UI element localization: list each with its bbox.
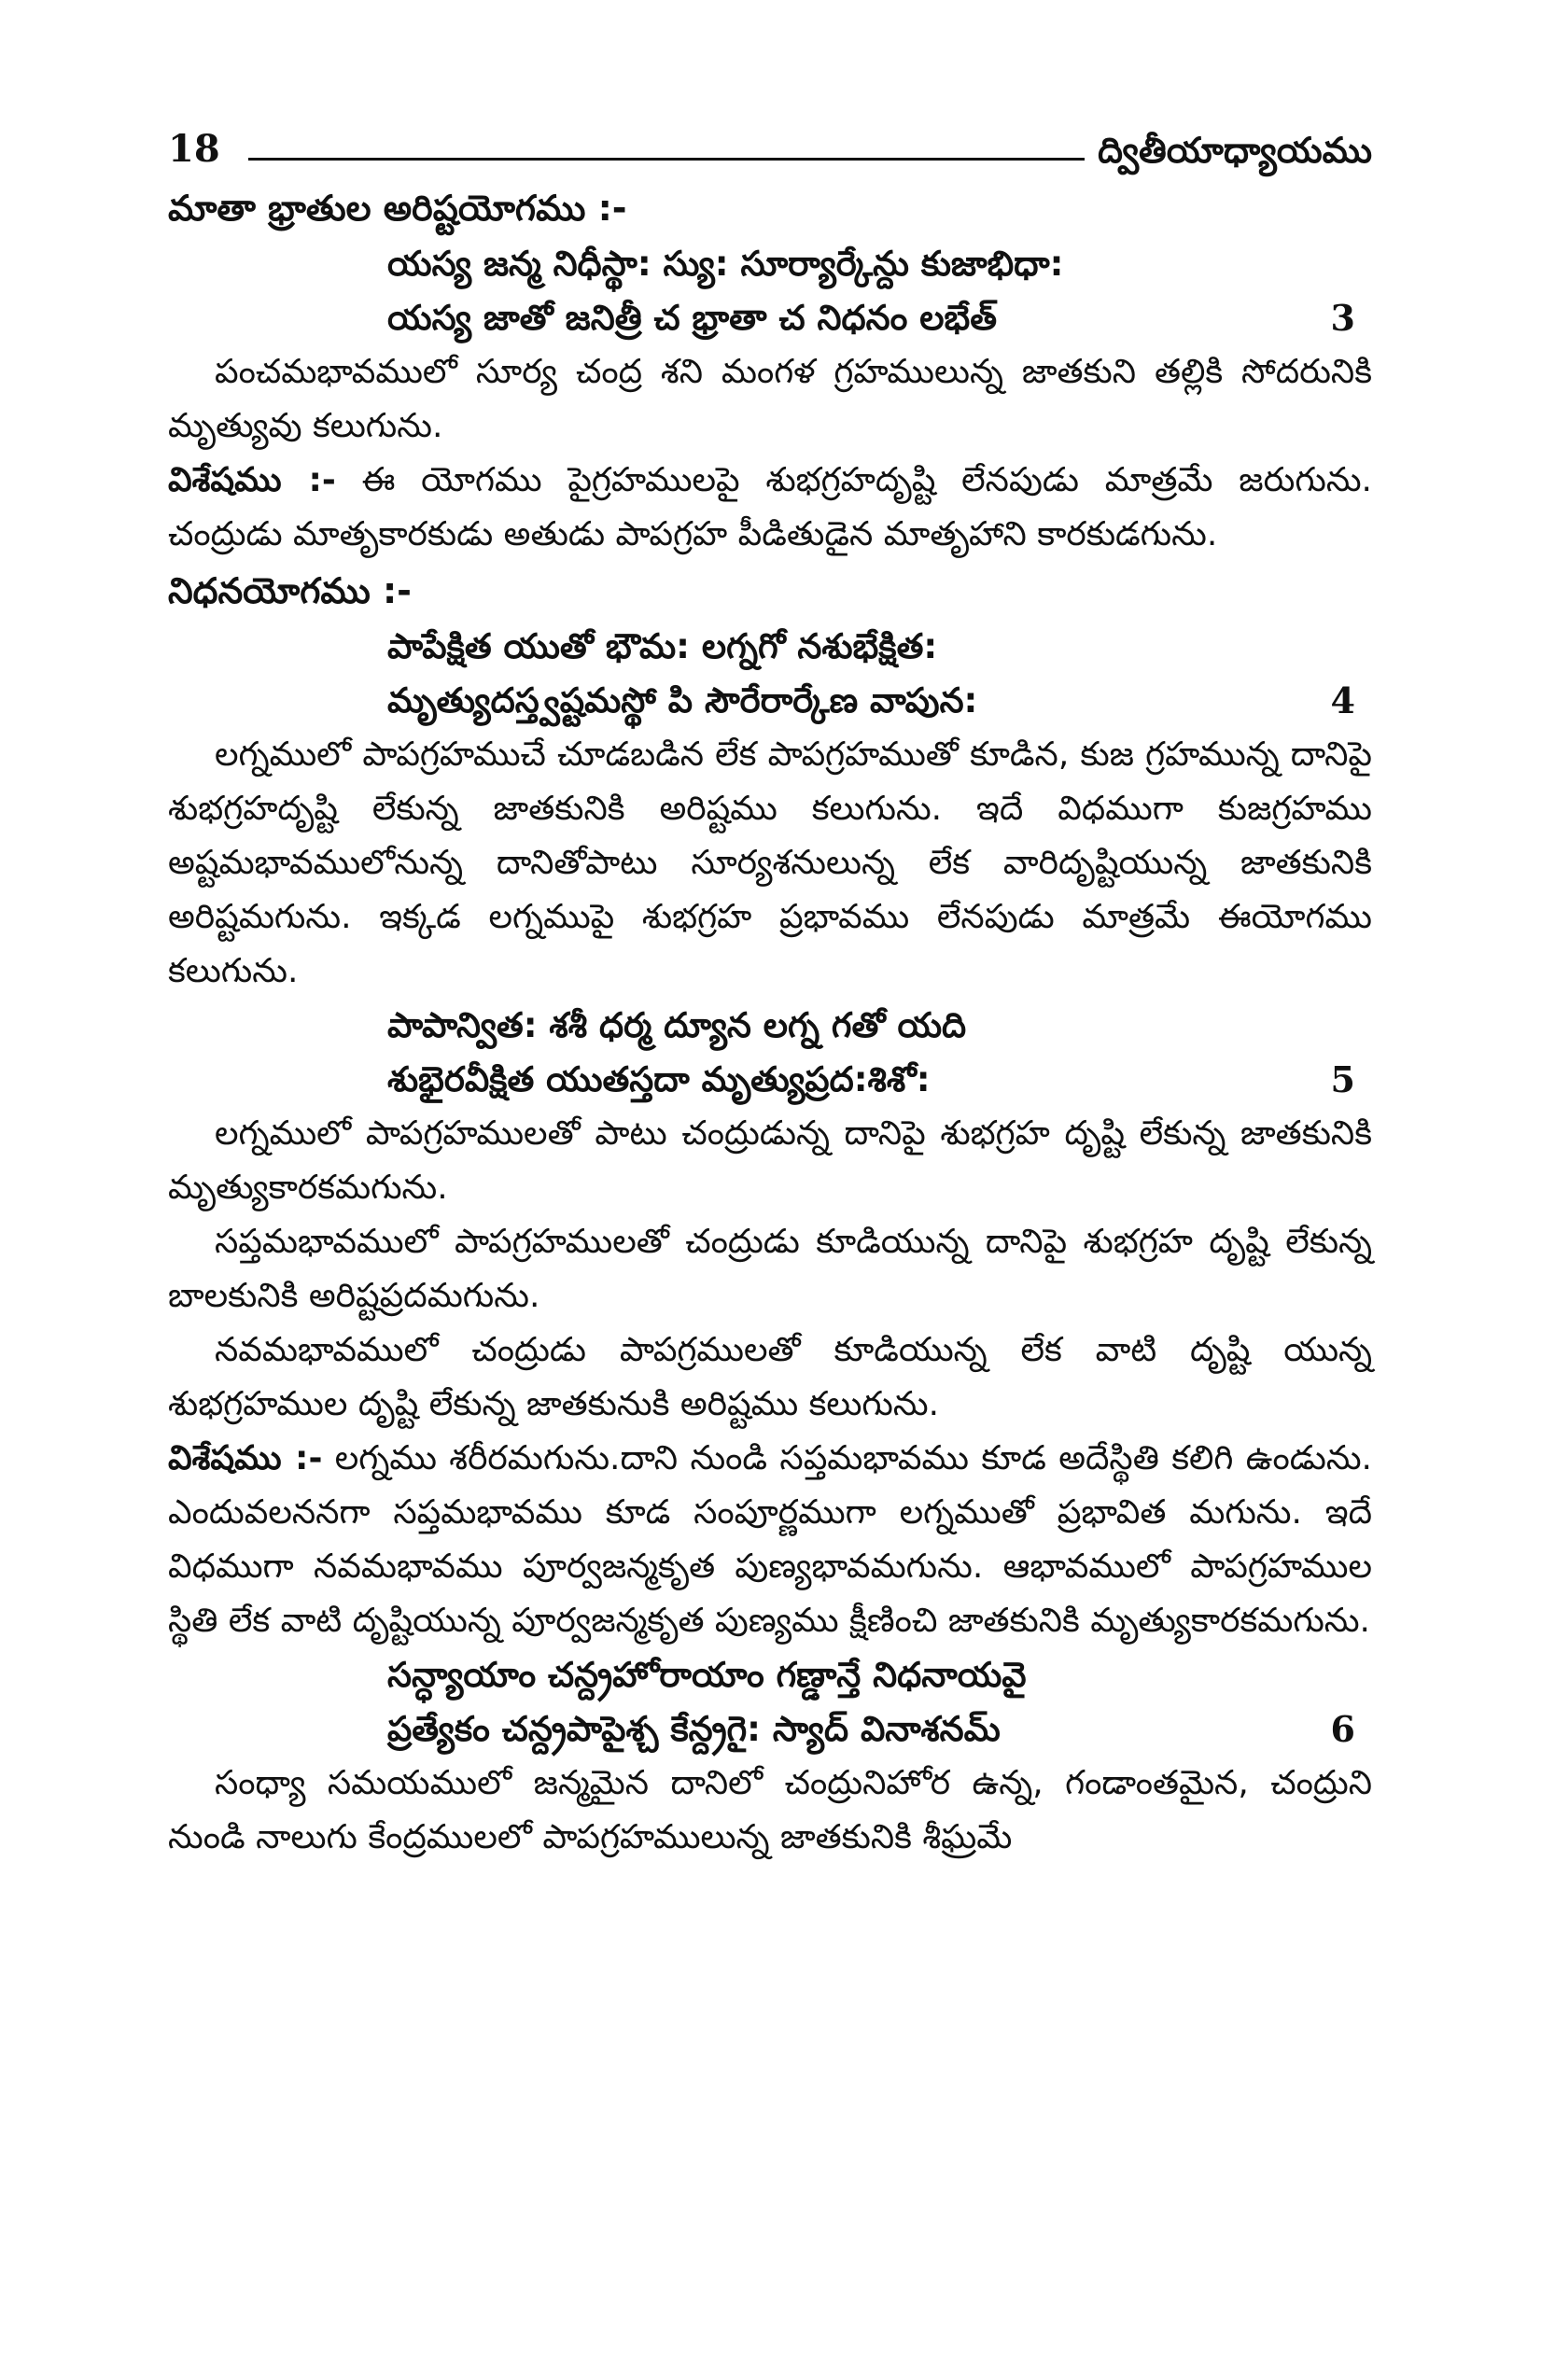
verse [168, 999, 1372, 1107]
verse-line: మృత్యుదస్త్వష్టమస్థో పి సౌరేరార్కేణ వాపున: [387, 680, 978, 721]
running-title: ద్వితీయాధ్యాయము [1098, 130, 1372, 171]
verse-line: యస్య జాతో జనిత్రీ చ భ్రాతా చ నిధనం లభేత్ [387, 298, 997, 338]
verse-line: ప్రత్యేకం చన్ద్రపాపైశ్చ కేన్ద్రగై: స్యాద్ వినాశనమ్ [387, 1709, 1001, 1749]
paragraph [168, 1432, 1372, 1648]
verse [168, 1648, 1372, 1757]
verse-number: 6 [1330, 1708, 1355, 1750]
verse-line: శుభైరవీక్షిత యుతస్తదా మృత్యుప్రద:శిశో: [387, 1059, 931, 1099]
paragraph-lead: విశేషము :- [168, 461, 336, 499]
paragraph: పంచమభావములో సూర్య చంద్ర శని మంగళ గ్రహములున్న జాతకుని తల్లికి సోదరునికి మృత్యువు కలుగును. [168, 353, 1372, 445]
paragraph: లగ్నములో పాపగ్రహముచే చూడబడిన లేక పాపగ్రహముతో కూడిన, కుజ గ్రహమున్న దానిపై శుభగ్రహదృష్టి లేకున్న జాతకునికి అరిష్టము కలుగును. ఇదే విధముగా కుజగ్రహము అష్టమభావములోనున్న దానితోపాటు సూర్యశనులున్న లేక వారిదృష్టియున్న జాతకునికి అరిష్టమగును. ఇక్కడ లగ్నముపై శుభగ్రహ ప్రభావము లేనపుడు మాత్రమే ఈయోగము కలుగును. [168, 735, 1372, 990]
paragraph: లగ్నములో పాపగ్రహములతో పాటు చంద్రుడున్న దానిపై శుభగ్రహ దృష్టి లేకున్న జాతకునికి మృత్యుకారకమగును. [168, 1114, 1372, 1207]
verse-line: పాపాన్విత: శశీ ధర్మ ద్యూన లగ్న గతో యది [387, 1005, 967, 1045]
verse-number: 5 [1330, 1058, 1355, 1100]
verse-number: 3 [1330, 297, 1355, 339]
section-heading: నిధనయోగము :- [168, 570, 412, 611]
verse [168, 620, 1372, 728]
paragraph-text: ఈ యోగము పైగ్రహములపై శుభగ్రహదృష్టి లేనపుడు మాత్రమే జరుగును. చంద్రుడు మాతృకారకుడు అతుడు పాపగ్రహ పీడితుడైన మాతృహాని కారకుడగును. [168, 461, 1372, 553]
verse-number: 4 [1330, 679, 1355, 721]
paragraph: సంధ్యా సమయములో జన్మమైన దానిలో చంద్రునిహోర ఉన్న, గండాంతమైన, చంద్రుని నుండి నాలుగు కేంద్రములలో పాపగ్రహములున్న జాతకునికి శీఘ్రమే [168, 1764, 1372, 1856]
book-page [168, 112, 1372, 1865]
paragraph-lead: విశేషము :- [168, 1439, 323, 1477]
paragraph [168, 454, 1372, 562]
header-rule [248, 158, 1085, 161]
page-header [168, 112, 1372, 171]
verse-line: సన్ధ్యాయాం చన్ద్రహోరాయాం గణ్డాన్తే నిధనాయవై [387, 1655, 1027, 1695]
paragraph: సప్తమభావములో పాపగ్రహములతో చంద్రుడు కూడియున్న దానిపై శుభగ్రహ దృష్టి లేకున్న బాలకునికి అరిష్టప్రదమగును. [168, 1223, 1372, 1315]
section-heading: మాతా భ్రాతుల అరిష్టయోగము :- [168, 188, 627, 229]
verse [168, 237, 1372, 345]
paragraph-text: లగ్నము శరీరమగును.దాని నుండి సప్తమభావము కూడ అదేస్థితి కలిగి ఉండును. ఎందువలననగా సప్తమభావము కూడ సంపూర్ణముగా లగ్నముతో ప్రభావిత మగును. ఇదే విధముగా నవమభావము పూర్వజన్మకృత పుణ్యభావమగును. ఆభావములో పాపగ్రహముల స్థితి లేక వాటి దృష్టియున్న పూర్వజన్మకృత పుణ్యము క్షీణించి జాతకునికి మృత్యుకారకమగును. [168, 1439, 1372, 1640]
verse-line: యస్య జన్మ నిధీస్థా: స్యు: సూర్యార్కేన్దు కుజాభిధా: [387, 244, 1064, 284]
verse-line: పాపేక్షిత యుతో భౌమ: లగ్నగో నశుభేక్షిత: [387, 626, 938, 666]
paragraph: నవమభావములో చంద్రుడు పాపగ్రములతో కూడియున్న లేక వాటి దృష్టి యున్న శుభగ్రహముల దృష్టి లేకున్న జాతకునుకి అరిష్టము కలుగును. [168, 1331, 1372, 1423]
page-number: 18 [168, 127, 220, 171]
